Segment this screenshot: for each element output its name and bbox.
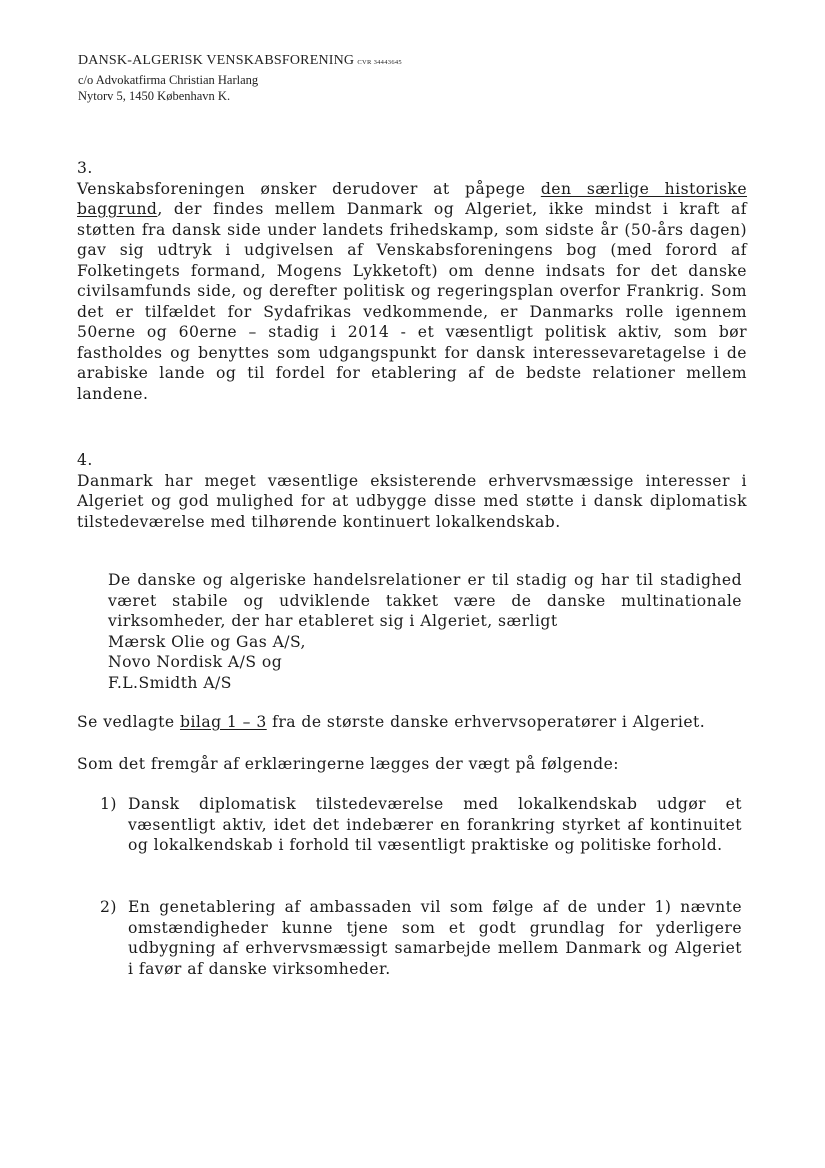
list-item-text: En genetablering af ambassaden vil som følge af de under 1) nævnte omstændigheder kunne tjene som et godt grundlag for yderligere udbygning af erhvervsmæssigt samarbejde mellem Danmark og Algeriet i favør af danske virksomheder.: [128, 898, 742, 978]
section-number: 3.: [77, 159, 93, 177]
attachment-reference: [77, 712, 747, 733]
attachment-link[interactable]: bilag 1 – 3: [180, 713, 267, 731]
organization-name: DANSK-ALGERISK VENSKABSFORENING: [78, 53, 355, 68]
paragraph-text: , der findes mellem Danmark og Algeriet, ikke mindst i kraft af støtten fra dansk side under landets frihedskamp, som sidste år (50-års dagen) gav sig udtryk i udgivelsen af Venskabsforeningens bog (med forord af Folketingets formand, Mogens Lykketoft) om denne indsats for det danske civilsamfunds side, og derefter politisk og regeringsplan overfor Frankrig. Som det er tilfældet for Sydafrikas vedkommende, er Danmarks rolle igennem 50erne og 60erne – stadig i 2014 - et væsentligt politisk aktiv, som bør fastholdes og benyttes som udgangspunkt for dansk interessevaretagelse i de arabiske lande og til fordel for etablering af de bedste relationer mellem landene.: [77, 200, 747, 403]
company-item: Mærsk Olie og Gas A/S,: [108, 632, 306, 651]
list-marker: 1): [100, 795, 117, 813]
company-item: Novo Nordisk A/S og: [108, 653, 283, 671]
section-3: [77, 158, 747, 404]
cvr-number: CVR 34443645: [357, 59, 402, 66]
section-3-paragraph: [77, 179, 747, 405]
list-item: [100, 794, 742, 856]
reference-text: fra de største danske erhvervsoperatører i Algeriet.: [266, 713, 706, 731]
paragraph-text: Venskabsforeningen ønsker derudover at påpege: [77, 179, 541, 198]
trade-relations-paragraph: De danske og algeriske handelsrelationer er til stadig og har til stadighed været stabile og udviklende takket være de danske multinationale virksomheder, der har etableret sig i Algeriet, særligt: [108, 571, 742, 630]
company-item: F.L.Smidth A/S: [108, 673, 232, 692]
list-marker: 2): [100, 898, 117, 916]
letterhead-care-of: c/o Advokatfirma Christian Harlang: [78, 72, 259, 87]
letterhead-address: Nytorv 5, 1450 København K.: [78, 89, 231, 103]
list-item: [100, 897, 742, 979]
underlined-phrase: den særlige historiske baggrund: [77, 179, 747, 218]
trade-relations-block: [108, 570, 742, 693]
letterhead-org-line: [78, 52, 678, 72]
section-4-paragraph: Danmark har meget væsentlige eksisterende erhvervsmæssige interesser i Algeriet og god mulighed for at udbygge disse med støtte i dansk diplomatisk tilstedeværelse med tilhørende kontinuert lokalkendskab.: [77, 471, 747, 531]
list-item-text: Dansk diplomatisk tilstedeværelse med lokalkendskab udgør et væsentligt aktiv, idet det indebærer en forankring styrket af kontinuitet og lokalkendskab i forhold til væsentligt praktiske og politiske forhold.: [128, 795, 742, 854]
section-4: [77, 450, 747, 532]
section-number: 4.: [77, 451, 93, 469]
letterhead: [78, 52, 678, 105]
emphasis-intro: Som det fremgår af erklæringerne lægges der vægt på følgende:: [77, 755, 619, 773]
reference-text: Se vedlagte: [77, 713, 181, 731]
